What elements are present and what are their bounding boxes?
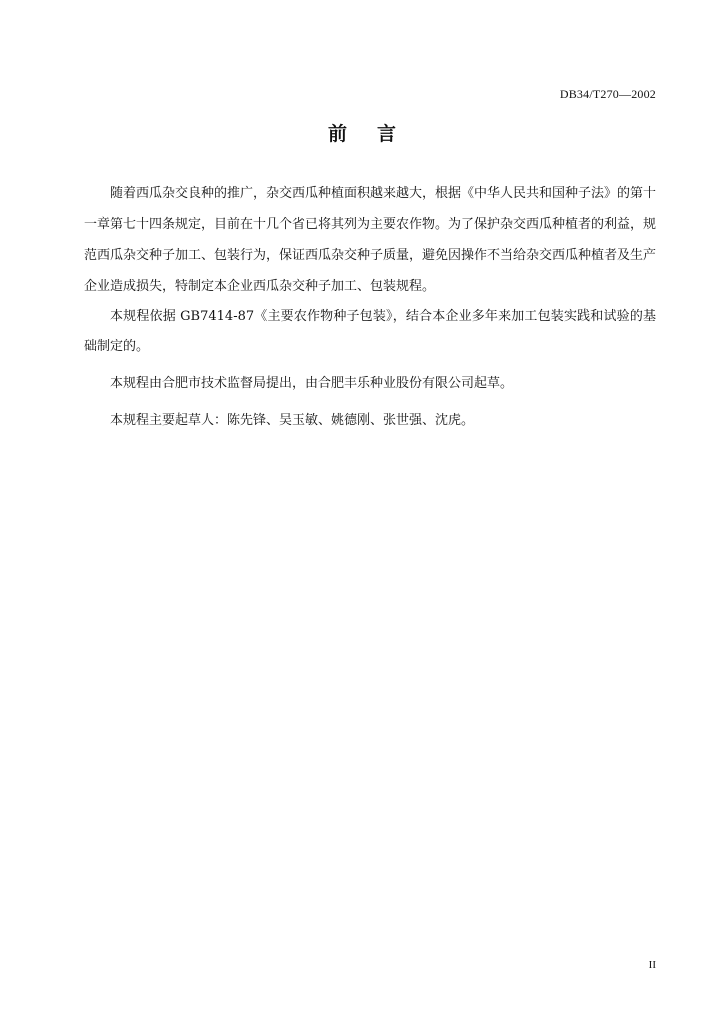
foreword-title: 前言 xyxy=(327,123,426,145)
paragraph-background: 随着西瓜杂交良种的推广，杂交西瓜种植面积越来越大，根据《中华人民共和国种子法》的第十一章第七十四条规定，目前在十几个省已将其列为主要农作物。为了保护杂交西瓜种植者的利益，规范西瓜杂交种子加工、包装行为，保证西瓜杂交种子质量，避免因操作不当给杂交西瓜种植者及生产企业造成损失，特制定本企业西瓜杂交种子加工、包装规程。 xyxy=(84,186,657,294)
paragraph-proposer: 本规程由合肥市技术监督局提出，由合肥丰乐种业股份有限公司起草。 xyxy=(110,376,514,391)
page-number: II xyxy=(648,959,656,971)
paragraph-basis: 本规程依据 GB7414-87《主要农作物种子包装》，结合本企业多年来加工包装实践和试验的基础制定的。 xyxy=(84,309,656,354)
paragraph-drafters: 本规程主要起草人：陈先锋、吴玉敏、姚德刚、张世强、沈虎。 xyxy=(110,413,475,428)
foreword-body xyxy=(84,178,656,436)
document-code: DB34/T270—2002 xyxy=(559,87,656,101)
